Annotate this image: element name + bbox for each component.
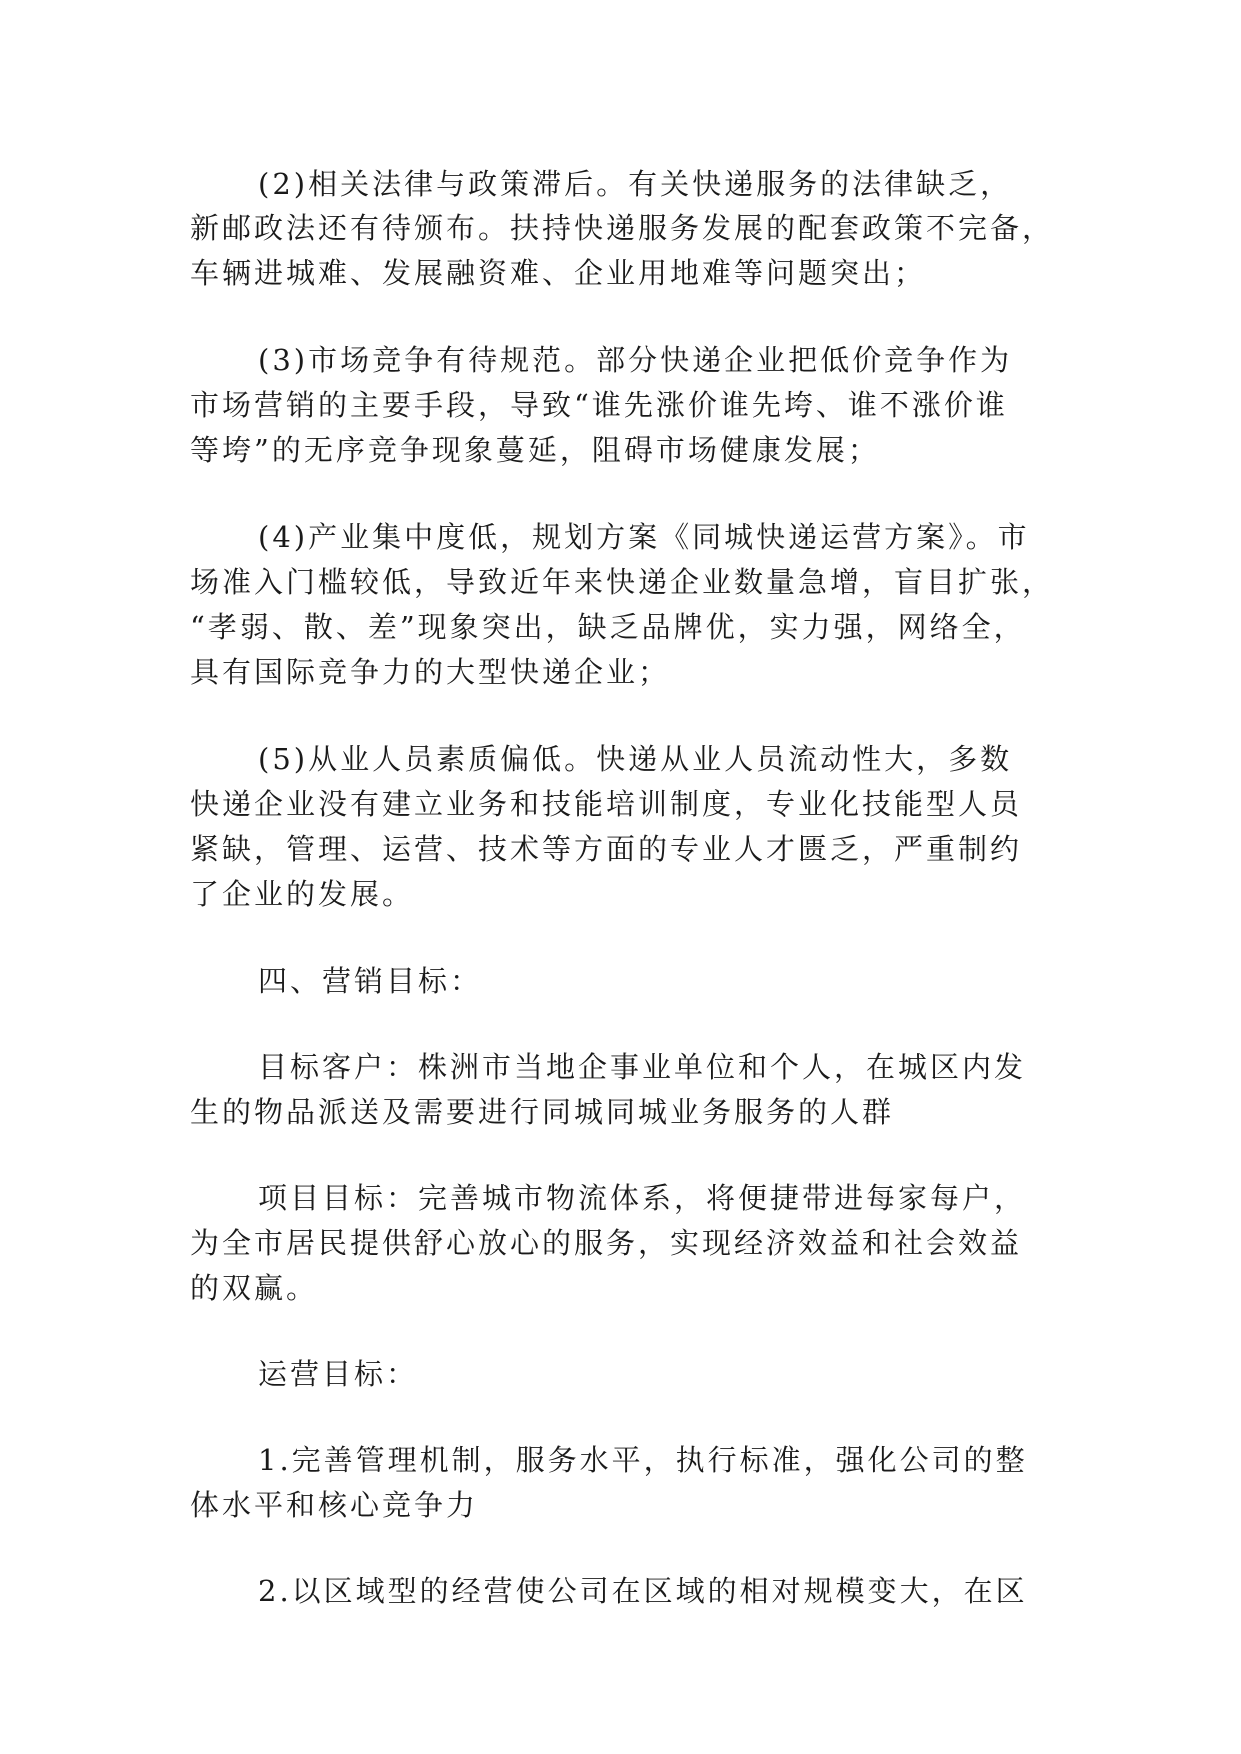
- text-line: 项目目标：完善城市物流体系，将便捷带进每家每户，: [258, 1181, 1027, 1215]
- text-line: 场准入门槛较低，导致近年来快递企业数量急增，盲目扩张，: [190, 565, 1055, 599]
- text-line: (4)产业集中度低，规划方案《同城快递运营方案》。市: [258, 520, 1030, 554]
- text-line: (2)相关法律与政策滞后。有关快递服务的法律缺乏，: [258, 167, 1013, 201]
- text-line: (5)从业人员素质偏低。快递从业人员流动性大，多数: [258, 742, 1013, 776]
- text-line: 了企业的发展。: [190, 877, 415, 911]
- text-line: 快递企业没有建立业务和技能培训制度，专业化技能型人员: [190, 787, 1023, 821]
- text-line: (3)市场竞争有待规范。部分快递企业把低价竞争作为: [258, 343, 1013, 377]
- text-line: 新邮政法还有待颁布。扶持快递服务发展的配套政策不完备，: [190, 211, 1055, 245]
- text-line: 紧缺，管理、运营、技术等方面的专业人才匮乏，严重制约: [190, 832, 1023, 866]
- text-line: 生的物品派送及需要进行同城同城业务服务的人群: [190, 1095, 895, 1129]
- text-line: 市场营销的主要手段，导致“谁先涨价谁先垮、谁不涨价谁: [190, 388, 1008, 422]
- text-line: 等垮”的无序竞争现象蔓延，阻碍市场健康发展；: [190, 433, 880, 467]
- text-line: 运营目标：: [258, 1357, 419, 1391]
- text-line: 目标客户：株洲市当地企事业单位和个人，在城区内发: [258, 1050, 1027, 1084]
- text-line: 车辆进城难、发展融资难、企业用地难等问题突出；: [190, 256, 927, 290]
- text-line: 为全市居民提供舒心放心的服务，实现经济效益和社会效益: [190, 1226, 1023, 1260]
- text-line: 的双赢。: [190, 1271, 319, 1305]
- section-heading: 四、营销目标：: [258, 964, 483, 998]
- text-line: 具有国际竞争力的大型快递企业；: [190, 655, 671, 689]
- text-line: 1.完善管理机制，服务水平，执行标准，强化公司的整: [258, 1443, 1028, 1477]
- text-line: “孝弱、散、差”现象突出，缺乏品牌优，实力强，网络全，: [190, 610, 1026, 644]
- text-line: 2.以区域型的经营使公司在区域的相对规模变大，在区: [258, 1574, 1028, 1608]
- text-line: 体水平和核心竞争力: [190, 1488, 479, 1522]
